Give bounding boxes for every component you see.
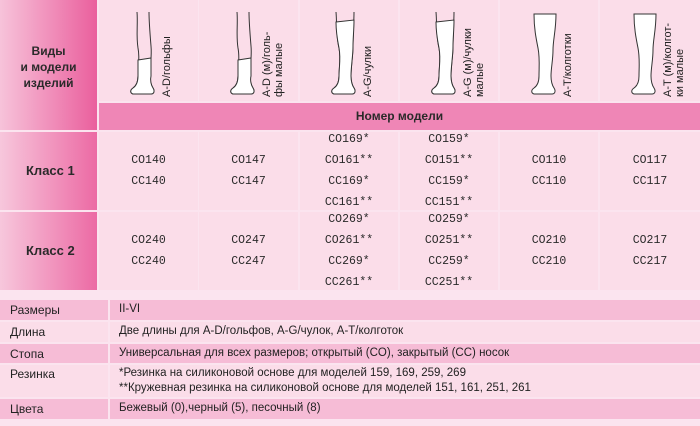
model-code: CO269* (328, 213, 370, 226)
model-code: CO261** (324, 234, 374, 247)
model-code-cell (99, 132, 198, 210)
model-code: CC117 (632, 175, 668, 188)
model-code-cell (99, 212, 198, 290)
model-code: CO247 (231, 234, 266, 247)
class-1-label: Класс 1 (26, 163, 75, 178)
model-code: CC140 (131, 175, 166, 188)
prop-value-foot: Универсальная для всех размеров; открытый (CO), закрытый (CC) носок (119, 347, 510, 359)
tights-icon (526, 10, 560, 96)
prop-divider (108, 300, 110, 419)
model-code-cell (500, 132, 598, 210)
model-code: CO161** (324, 154, 374, 167)
model-code: CC161** (324, 196, 374, 209)
model-number-band (99, 103, 700, 130)
prop-name-foot: Стопа (10, 347, 44, 361)
model-code-cell (199, 132, 298, 210)
model-code: CO217 (632, 234, 668, 247)
corner-label-line: Виды (31, 44, 66, 58)
corner-label-line: и модели (20, 60, 77, 74)
product-header-cell (600, 0, 700, 101)
prop-name-band: Резинка (10, 367, 55, 381)
properties-table (0, 300, 700, 426)
class-1-label-cell (0, 132, 97, 210)
prop-value-colors: Бежевый (0),черный (5), песочный (8) (119, 402, 321, 414)
model-code-cell (300, 212, 398, 290)
prop-value-length: Две длины для A-D/гольфов, A-G/чулок, A-T/колготок (119, 325, 404, 337)
corner-header (0, 0, 97, 130)
prop-name-sizes: Размеры (10, 303, 60, 317)
knee-sock-icon (125, 10, 159, 96)
product-type-label: A-G (м)/чулки малые (462, 28, 486, 97)
product-type-label: A-T/колготки (562, 33, 574, 97)
prop-value-band-line-1: *Резинка на силиконовой основе для моделей 159, 169, 259, 269 (119, 367, 466, 379)
model-code: CC147 (231, 175, 266, 188)
corner-label-line: изделий (23, 76, 74, 90)
model-code: CC269* (328, 255, 370, 268)
model-code: CC251** (424, 276, 474, 289)
model-code: CC259* (428, 255, 470, 268)
model-code-cell (400, 212, 498, 290)
product-header-cell (99, 0, 198, 101)
model-code: CC217 (632, 255, 668, 268)
model-code-cell (300, 132, 398, 210)
product-type-label: A-T (м)/колгот- ки малые (662, 22, 686, 97)
product-header-cell (400, 0, 498, 101)
model-code: CC110 (531, 175, 567, 188)
class-2-label-cell (0, 212, 97, 290)
product-type-label: A-G/чулки (362, 46, 374, 97)
prop-name-colors: Цвета (10, 402, 44, 416)
model-code: CO210 (531, 234, 567, 247)
prop-value-band-line-2: **Кружевная резинка на силиконовой основе для моделей 151, 161, 251, 261 (119, 382, 531, 394)
prop-row-colors (0, 399, 700, 419)
prop-row-length (0, 322, 700, 342)
model-code: CO147 (231, 154, 266, 167)
model-code: CC261** (324, 276, 374, 289)
model-code: CC159* (428, 175, 470, 188)
model-code: CO117 (632, 154, 668, 167)
prop-row-band (0, 365, 700, 397)
model-code: CO240 (131, 234, 166, 247)
model-code: CO169* (328, 133, 370, 146)
prop-name-length: Длина (10, 325, 46, 339)
stocking-icon (426, 10, 460, 96)
product-header-cell (199, 0, 298, 101)
model-code-cell (400, 132, 498, 210)
model-code: CO251** (424, 234, 474, 247)
stocking-icon (326, 10, 360, 96)
model-code: CC151** (424, 196, 474, 209)
class-2-label: Класс 2 (26, 243, 75, 258)
prop-value-sizes: II-VI (119, 303, 141, 315)
model-code: CO151** (424, 154, 474, 167)
prop-row-sizes (0, 300, 700, 320)
model-code: CO259* (428, 213, 470, 226)
product-type-label: A-D/гольфы (161, 36, 173, 97)
model-code: CC210 (531, 255, 567, 268)
model-code: CC169* (328, 175, 370, 188)
model-code: CC240 (131, 255, 166, 268)
model-number-label: Номер модели (355, 109, 444, 123)
tights-icon (626, 10, 660, 96)
product-type-label: A-D (м)/голь- фы малые (261, 31, 285, 97)
model-code: CC247 (231, 255, 266, 268)
model-code-cell (600, 132, 700, 210)
model-code-cell (600, 212, 700, 290)
product-header-cell (500, 0, 598, 101)
model-code-cell (199, 212, 298, 290)
model-code: CO140 (131, 154, 166, 167)
product-header-cell (300, 0, 398, 101)
model-code-cell (500, 212, 598, 290)
prop-row-foot (0, 344, 700, 363)
model-code: CO110 (531, 154, 567, 167)
knee-sock-icon (225, 10, 259, 96)
model-code: CO159* (428, 133, 470, 146)
